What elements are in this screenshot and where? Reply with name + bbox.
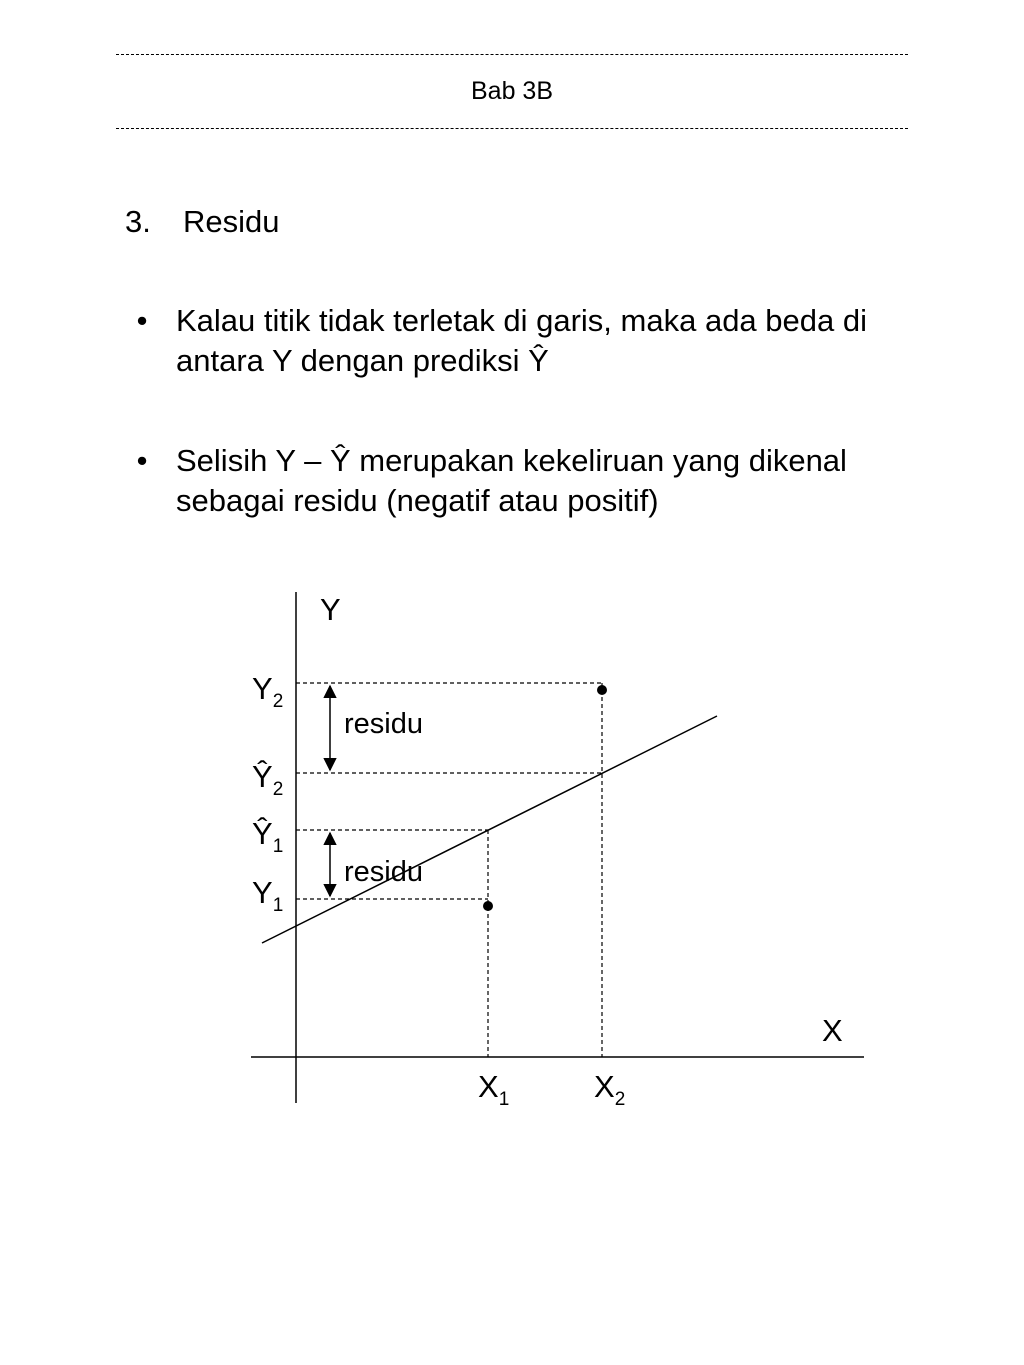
section-title: Residu — [183, 204, 280, 239]
x1-tick-label: $X_1$ — [478, 1069, 510, 1110]
bullet-text-line: antara Y dengan prediksi Ŷ — [176, 343, 549, 378]
y2-tick-label: $Y_2$ — [252, 671, 284, 712]
y-axis-label: Y — [320, 592, 341, 627]
data-point-2 — [597, 685, 607, 695]
bullet-text-line: Kalau titik tidak terletak di garis, maka ada beda di — [176, 303, 867, 338]
chapter-title: Bab 3B — [470, 77, 553, 105]
bullet-text-line: Selisih Y – Ŷ merupakan kekeliruan yang dikenal — [176, 443, 847, 478]
bullet-marker: • — [136, 303, 148, 338]
residu-label-lower: residu — [344, 856, 423, 888]
bullet-marker: • — [136, 443, 148, 478]
residu-label-upper: residu — [344, 708, 423, 740]
data-point-1 — [483, 901, 493, 911]
section-number: 3. — [125, 204, 151, 239]
bullet-text-line: sebagai residu (negatif atau positif) — [176, 483, 659, 518]
x-axis-label: X — [822, 1013, 843, 1048]
y1-tick-label: $Y_1$ — [252, 875, 284, 916]
yhat1-tick-label: $Ŷ_1$ — [252, 816, 284, 857]
x2-tick-label: $X_2$ — [594, 1069, 626, 1110]
yhat2-tick-label: $Ŷ_2$ — [252, 759, 284, 800]
